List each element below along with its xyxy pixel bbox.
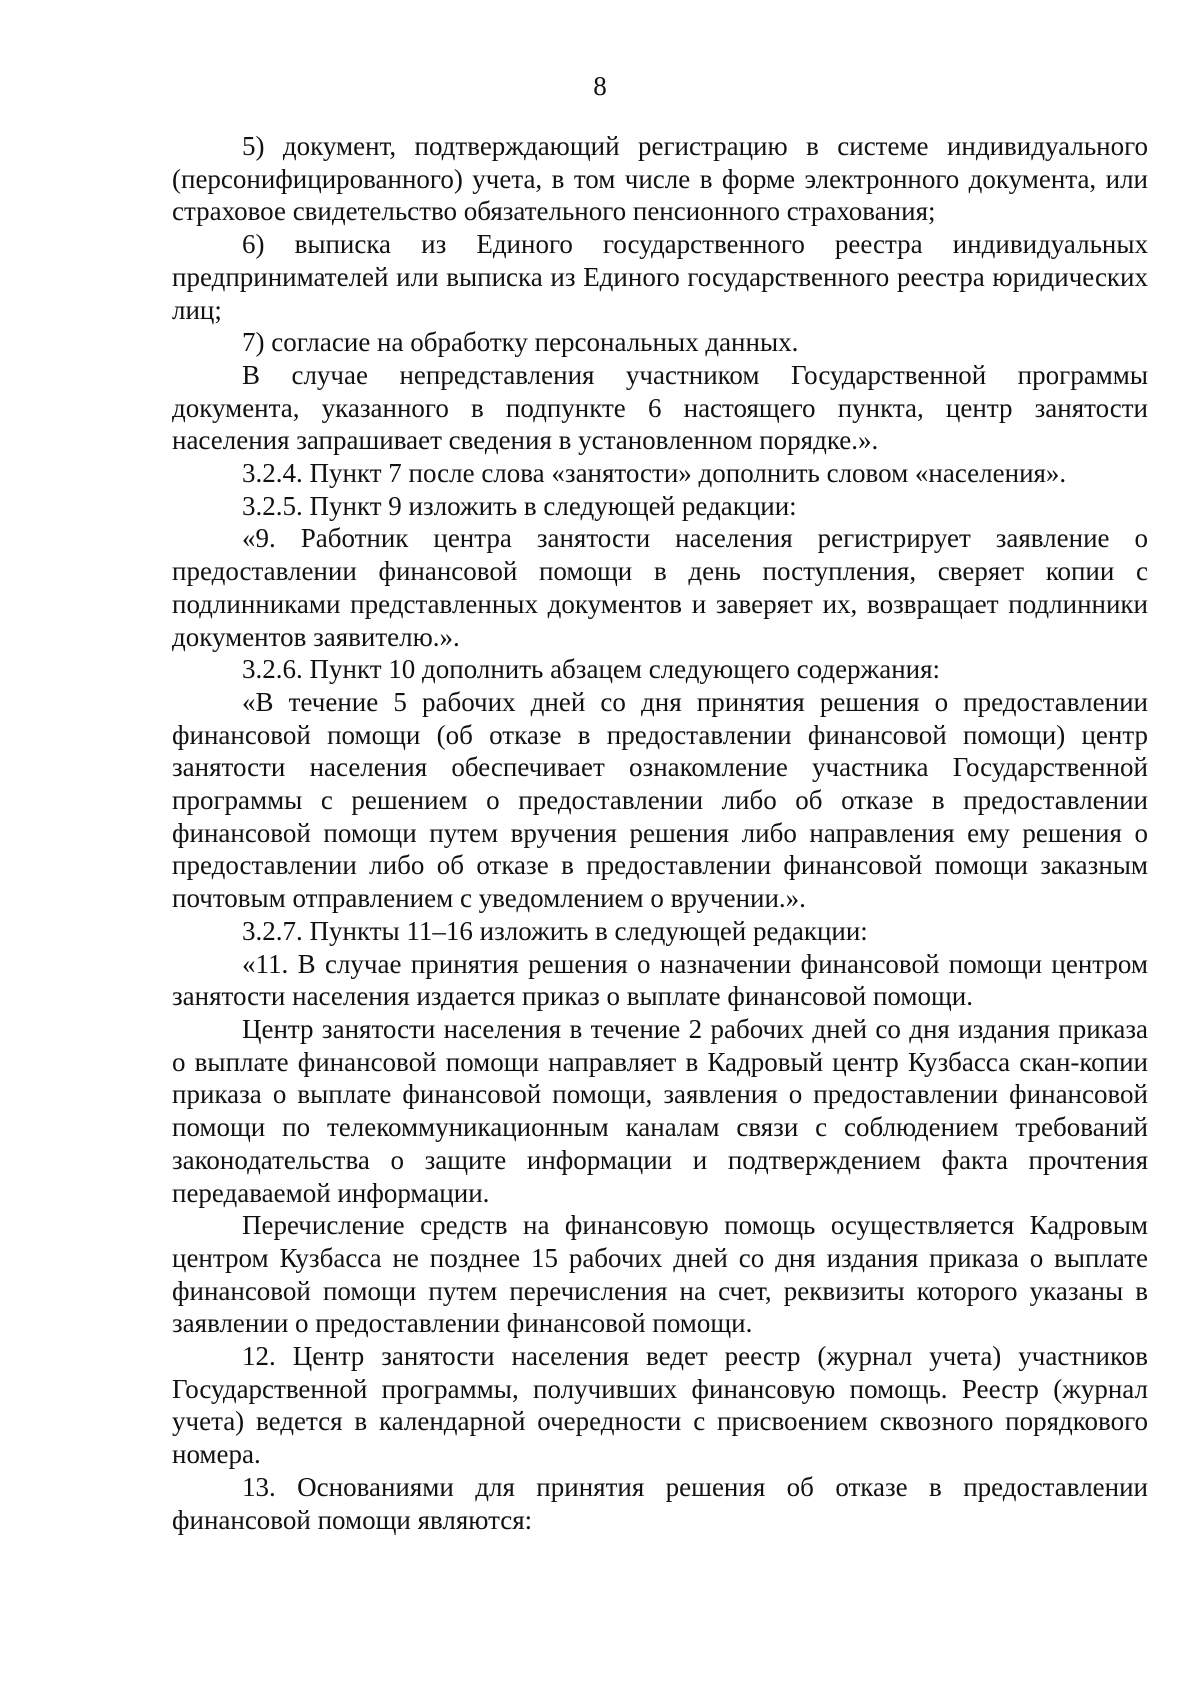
paragraph: 7) согласие на обработку персональных данных. [242, 327, 799, 358]
document-body [172, 130, 1148, 1536]
paragraph: «В течение 5 рабочих дней со дня принятия решения о предоставлении финансовой помощи (об отказе в предоставлении финансовой помощи) центр занятости населения обеспечивает ознакомление участника Государственной программы с решением о предоставлении либо об отказе в предоставлении финансовой помощи путем вручения решения либо направления ему решения о предоставлении либо об отказе в предоставлении финансовой помощи заказным почтовым отправлением с уведомлением о вручении.». [172, 686, 1148, 914]
paragraph: «11. В случае принятия решения о назначении финансовой помощи центром занятости населения издается приказ о выплате финансовой помощи. [172, 948, 1148, 1012]
paragraph: 3.2.7. Пункты 11–16 изложить в следующей редакции: [242, 915, 868, 946]
paragraph: Центр занятости населения в течение 2 рабочих дней со дня издания приказа о выплате финансовой помощи направляет в Кадровый центр Кузбасса скан-копии приказа о выплате финансовой помощи, заявления о предоставлении финансовой помощи по телекоммуникационным каналам связи с соблюдением требований законодательства о защите информации и подтверждением факта прочтения передаваемой информации. [172, 1013, 1148, 1208]
paragraph: 6) выписка из Единого государственного реестра индивидуальных предпринимателей или выписка из Единого государственного реестра юридических лиц; [172, 229, 1148, 325]
paragraph: 12. Центр занятости населения ведет реестр (журнал учета) участников Государственной программы, получивших финансовую помощь. Реестр (журнал учета) ведется в календарной очередности с присвоением сквозного порядкового номера. [172, 1341, 1148, 1470]
page-number: 8 [593, 71, 607, 101]
paragraph: 3.2.4. Пункт 7 после слова «занятости» дополнить словом «населения». [242, 458, 1067, 489]
paragraph: 3.2.5. Пункт 9 изложить в следующей редакции: [242, 490, 797, 521]
paragraph: Перечисление средств на финансовую помощь осуществляется Кадровым центром Кузбасса не позднее 15 рабочих дней со дня издания приказа о выплате финансовой помощи путем перечисления на счет, реквизиты которого указаны в заявлении о предоставлении финансовой помощи. [172, 1210, 1148, 1339]
paragraph: 5) документ, подтверждающий регистрацию в системе индивидуального (персонифицированного) учета, в том числе в форме электронного документа, или страховое свидетельство обязательного пенсионного страхования; [172, 131, 1148, 227]
paragraph: 13. Основаниями для принятия решения об отказе в предоставлении финансовой помощи являются: [172, 1471, 1148, 1535]
paragraph: «9. Работник центра занятости населения регистрирует заявление о предоставлении финансовой помощи в день поступления, сверяет копии с подлинниками представленных документов и заверяет их, возвращает подлинники документов заявителю.». [172, 523, 1148, 652]
paragraph: В случае непредставления участником Государственной программы документа, указанного в подпункте 6 настоящего пункта, центр занятости населения запрашивает сведения в установленном порядке.». [172, 359, 1148, 456]
paragraph: 3.2.6. Пункт 10 дополнить абзацем следующего содержания: [242, 654, 941, 685]
